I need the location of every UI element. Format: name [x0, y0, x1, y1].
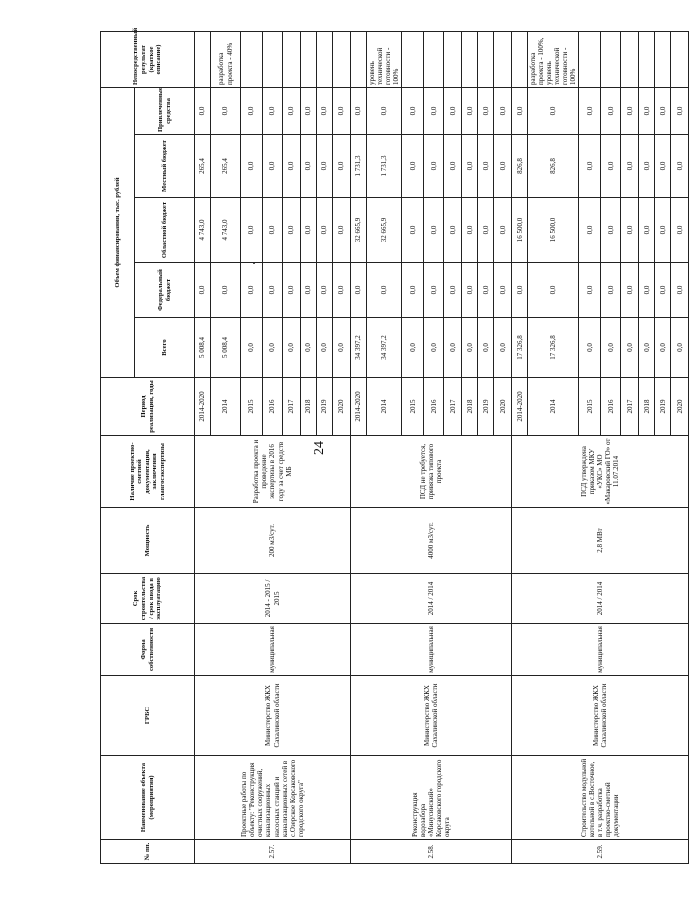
cell-result	[333, 32, 351, 88]
cell-total: 0,0	[579, 318, 601, 378]
cell-total: 5 008,4	[195, 318, 211, 378]
cell-year: 2014	[528, 378, 579, 436]
object-period: 2014 / 2014	[351, 574, 512, 624]
cell-other: 0,0	[402, 88, 424, 135]
table-rotation-frame	[100, 27, 684, 864]
cell-federal: 0,0	[601, 263, 621, 318]
cell-regional: 32 665,9	[351, 198, 367, 263]
cell-year: 2014	[211, 378, 241, 436]
cell-year: 2018	[639, 378, 655, 436]
cell-regional: 32 665,9	[367, 198, 402, 263]
cell-regional: 0,0	[655, 198, 671, 263]
cell-federal: 0,0	[263, 263, 283, 318]
cell-federal: 0,0	[671, 263, 689, 318]
cell-year: 2020	[333, 378, 351, 436]
header-result: Непосредственный результат (краткое описание)	[101, 32, 195, 88]
cell-result	[351, 32, 367, 88]
object-name: Реконструкция водозабора «Минусинский» Корсаковского городского округа	[351, 756, 512, 840]
cell-federal: 0,0	[462, 263, 478, 318]
cell-local: 1 731,3	[351, 135, 367, 198]
cell-local: 0,0	[301, 135, 317, 198]
object-name: Проектные работы по объекту: "Реконструкция очистных сооружений, канализационных насосных станций и канализационных сетей в с.Озерское Корсаковского городского округа"	[195, 756, 351, 840]
cell-total: 0,0	[494, 318, 512, 378]
header-years: Период реализации, годы	[101, 378, 195, 436]
cell-regional: 0,0	[241, 198, 263, 263]
cell-total: 0,0	[639, 318, 655, 378]
object-power: 2,8 МВт	[512, 508, 689, 574]
cell-year: 2017	[621, 378, 639, 436]
cell-total: 0,0	[241, 318, 263, 378]
cell-other: 0,0	[301, 88, 317, 135]
cell-result	[241, 32, 263, 88]
cell-other: 0,0	[241, 88, 263, 135]
header-period: Срок строительства / срок ввода в эксплуатацию	[101, 574, 195, 624]
cell-result	[283, 32, 301, 88]
header-ownership: Форма собственности	[101, 624, 195, 676]
cell-total: 0,0	[655, 318, 671, 378]
cell-total: 0,0	[601, 318, 621, 378]
header-total: Всего	[135, 318, 195, 378]
cell-total: 0,0	[424, 318, 444, 378]
cell-year: 2018	[462, 378, 478, 436]
cell-federal: 0,0	[301, 263, 317, 318]
cell-regional: 0,0	[424, 198, 444, 263]
cell-result: разработка проекта - 100%, уровень технической готовности - 100%	[528, 32, 579, 88]
cell-result	[317, 32, 333, 88]
cell-local: 0,0	[241, 135, 263, 198]
cell-total: 0,0	[317, 318, 333, 378]
cell-other: 0,0	[639, 88, 655, 135]
cell-federal: 0,0	[655, 263, 671, 318]
cell-federal: 0,0	[283, 263, 301, 318]
table-body	[195, 32, 689, 864]
cell-result	[444, 32, 462, 88]
cell-regional: 0,0	[462, 198, 478, 263]
cell-total: 0,0	[263, 318, 283, 378]
cell-total: 0,0	[444, 318, 462, 378]
cell-federal: 0,0	[444, 263, 462, 318]
header-federal: Федеральный бюджет	[135, 263, 195, 318]
table-row	[195, 32, 211, 864]
header-regional: Областной бюджет	[135, 198, 195, 263]
cell-result: уровень технической готовности - 100%	[367, 32, 402, 88]
cell-other: 0,0	[579, 88, 601, 135]
financing-table	[100, 27, 689, 864]
cell-year: 2020	[494, 378, 512, 436]
cell-local: 0,0	[579, 135, 601, 198]
cell-federal: 0,0	[195, 263, 211, 318]
object-period: 2014 - 2015 / 2015	[195, 574, 351, 624]
cell-local: 826,8	[528, 135, 579, 198]
cell-year: 2015	[579, 378, 601, 436]
cell-result	[579, 32, 601, 88]
cell-federal: 0,0	[351, 263, 367, 318]
cell-federal: 0,0	[402, 263, 424, 318]
cell-other: 0,0	[671, 88, 689, 135]
cell-regional: 0,0	[579, 198, 601, 263]
cell-local: 0,0	[283, 135, 301, 198]
cell-federal: 0,0	[424, 263, 444, 318]
cell-regional: 0,0	[317, 198, 333, 263]
cell-result	[478, 32, 494, 88]
object-number: 2.57.	[195, 840, 351, 864]
cell-local: 0,0	[639, 135, 655, 198]
cell-federal: 0,0	[317, 263, 333, 318]
cell-local: 0,0	[601, 135, 621, 198]
cell-local: 0,0	[402, 135, 424, 198]
cell-federal: 0,0	[528, 263, 579, 318]
cell-total: 17 326,8	[528, 318, 579, 378]
cell-result	[621, 32, 639, 88]
cell-local: 0,0	[444, 135, 462, 198]
object-docs: ПСД утверждена приказом МКУ «УКС» МО «Макаровский ГО» от 11.07.2014	[512, 436, 689, 508]
header-funding-group: Объем финансирования, тыс. рублей	[101, 88, 135, 378]
cell-regional: 4 743,0	[211, 198, 241, 263]
cell-total: 0,0	[621, 318, 639, 378]
cell-result	[263, 32, 283, 88]
object-number: 2.59.	[512, 840, 689, 864]
cell-other: 0,0	[512, 88, 528, 135]
header-power: Мощность	[101, 508, 195, 574]
cell-total: 34 397,2	[351, 318, 367, 378]
cell-local: 0,0	[317, 135, 333, 198]
cell-federal: 0,0	[478, 263, 494, 318]
cell-regional: 0,0	[671, 198, 689, 263]
cell-regional: 4 743,0	[195, 198, 211, 263]
cell-result: разработка проекта - 40%	[211, 32, 241, 88]
object-ownership: муниципальная	[512, 624, 689, 676]
cell-regional: 0,0	[601, 198, 621, 263]
table-header	[101, 27, 195, 864]
cell-regional: 0,0	[621, 198, 639, 263]
cell-result	[424, 32, 444, 88]
table-row	[351, 32, 367, 864]
cell-other: 0,0	[333, 88, 351, 135]
cell-local: 0,0	[671, 135, 689, 198]
cell-result	[402, 32, 424, 88]
cell-total: 5 008,4	[211, 318, 241, 378]
cell-year: 2016	[263, 378, 283, 436]
cell-regional: 0,0	[333, 198, 351, 263]
cell-federal: 0,0	[621, 263, 639, 318]
cell-year: 2016	[424, 378, 444, 436]
cell-regional: 0,0	[478, 198, 494, 263]
cell-regional: 0,0	[444, 198, 462, 263]
object-power: 200 м3/сут.	[195, 508, 351, 574]
cell-local: 1 731,3	[367, 135, 402, 198]
cell-local: 265,4	[195, 135, 211, 198]
cell-other: 0,0	[528, 88, 579, 135]
cell-local: 265,4	[211, 135, 241, 198]
cell-other: 0,0	[263, 88, 283, 135]
cell-result	[195, 32, 211, 88]
cell-year: 2019	[655, 378, 671, 436]
cell-year: 2016	[601, 378, 621, 436]
cell-year: 2020	[671, 378, 689, 436]
cell-regional: 0,0	[301, 198, 317, 263]
table-row	[512, 32, 528, 864]
cell-other: 0,0	[462, 88, 478, 135]
cell-result	[512, 32, 528, 88]
cell-federal: 0,0	[512, 263, 528, 318]
cell-year: 2014	[367, 378, 402, 436]
header-num: № пп.	[101, 840, 195, 864]
cell-regional: 0,0	[494, 198, 512, 263]
object-grbs: Министерство ЖКХ Сахалинской области	[351, 676, 512, 756]
cell-total: 34 397,2	[367, 318, 402, 378]
cell-other: 0,0	[283, 88, 301, 135]
cell-year: 2015	[402, 378, 424, 436]
cell-other: 0,0	[621, 88, 639, 135]
cell-regional: 0,0	[263, 198, 283, 263]
cell-local: 0,0	[424, 135, 444, 198]
cell-federal: 0,0	[241, 263, 263, 318]
cell-federal: 0,0	[579, 263, 601, 318]
cell-year: 2017	[444, 378, 462, 436]
cell-federal: 0,0	[494, 263, 512, 318]
cell-total: 0,0	[478, 318, 494, 378]
cell-year: 2014-2020	[195, 378, 211, 436]
cell-year: 2014-2020	[512, 378, 528, 436]
cell-result	[494, 32, 512, 88]
object-grbs: Министерство ЖКХ Сахалинской области	[195, 676, 351, 756]
cell-local: 0,0	[494, 135, 512, 198]
cell-total: 0,0	[402, 318, 424, 378]
object-grbs: Министерство ЖКХ Сахалинской области	[512, 676, 689, 756]
cell-other: 0,0	[351, 88, 367, 135]
cell-federal: 0,0	[211, 263, 241, 318]
cell-other: 0,0	[444, 88, 462, 135]
header-other: Привлеченные средства	[135, 88, 195, 135]
object-power: 4000 м3/сут.	[351, 508, 512, 574]
cell-local: 0,0	[478, 135, 494, 198]
header-local: Местный бюджет	[135, 135, 195, 198]
cell-federal: 0,0	[639, 263, 655, 318]
header-grbs: ГРБС	[101, 676, 195, 756]
cell-year: 2017	[283, 378, 301, 436]
cell-other: 0,0	[655, 88, 671, 135]
object-name: Строительство модульной котельной в с.Восточное, в т.ч. разработка проектно-сметной документации	[512, 756, 689, 840]
page-number: 24	[312, 441, 327, 455]
cell-year: 2019	[478, 378, 494, 436]
cell-regional: 0,0	[283, 198, 301, 263]
cell-other: 0,0	[478, 88, 494, 135]
object-docs: ПСД не требуется, привязка типового проекта	[351, 436, 512, 508]
cell-other: 0,0	[601, 88, 621, 135]
object-period: 2014 / 2014	[512, 574, 689, 624]
cell-result	[301, 32, 317, 88]
cell-other: 0,0	[195, 88, 211, 135]
cell-regional: 0,0	[639, 198, 655, 263]
header-name: Наименование объекта (мероприятия)	[101, 756, 195, 840]
object-docs: Разработка проекта и проведение экспертизы в 2016 году за счет средств МБ	[195, 436, 351, 508]
cell-other: 0,0	[367, 88, 402, 135]
cell-year: 2014-2020	[351, 378, 367, 436]
cell-federal: 0,0	[333, 263, 351, 318]
cell-local: 826,8	[512, 135, 528, 198]
cell-total: 17 326,8	[512, 318, 528, 378]
cell-result	[601, 32, 621, 88]
cell-total: 0,0	[283, 318, 301, 378]
cell-result	[462, 32, 478, 88]
rotated-table-area	[100, 27, 684, 864]
cell-year: 2019	[317, 378, 333, 436]
object-ownership: муниципальная	[351, 624, 512, 676]
cell-regional: 16 500,0	[528, 198, 579, 263]
cell-local: 0,0	[462, 135, 478, 198]
cell-total: 0,0	[333, 318, 351, 378]
cell-local: 0,0	[621, 135, 639, 198]
cell-local: 0,0	[263, 135, 283, 198]
cell-other: 0,0	[494, 88, 512, 135]
cell-other: 0,0	[424, 88, 444, 135]
cell-other: 0,0	[317, 88, 333, 135]
header-docs: Наличие проектно-сметной документации, заключения главгосэкспертизы	[101, 436, 195, 508]
cell-local: 0,0	[655, 135, 671, 198]
cell-result	[671, 32, 689, 88]
cell-total: 0,0	[462, 318, 478, 378]
cell-total: 0,0	[671, 318, 689, 378]
cell-other: 0,0	[211, 88, 241, 135]
object-ownership: муниципальная	[195, 624, 351, 676]
cell-result	[639, 32, 655, 88]
cell-local: 0,0	[333, 135, 351, 198]
cell-year: 2018	[301, 378, 317, 436]
cell-regional: 16 500,0	[512, 198, 528, 263]
cell-result	[655, 32, 671, 88]
cell-year: 2015	[241, 378, 263, 436]
cell-regional: 0,0	[402, 198, 424, 263]
cell-federal: 0,0	[367, 263, 402, 318]
object-number: 2.58.	[351, 840, 512, 864]
cell-total: 0,0	[301, 318, 317, 378]
